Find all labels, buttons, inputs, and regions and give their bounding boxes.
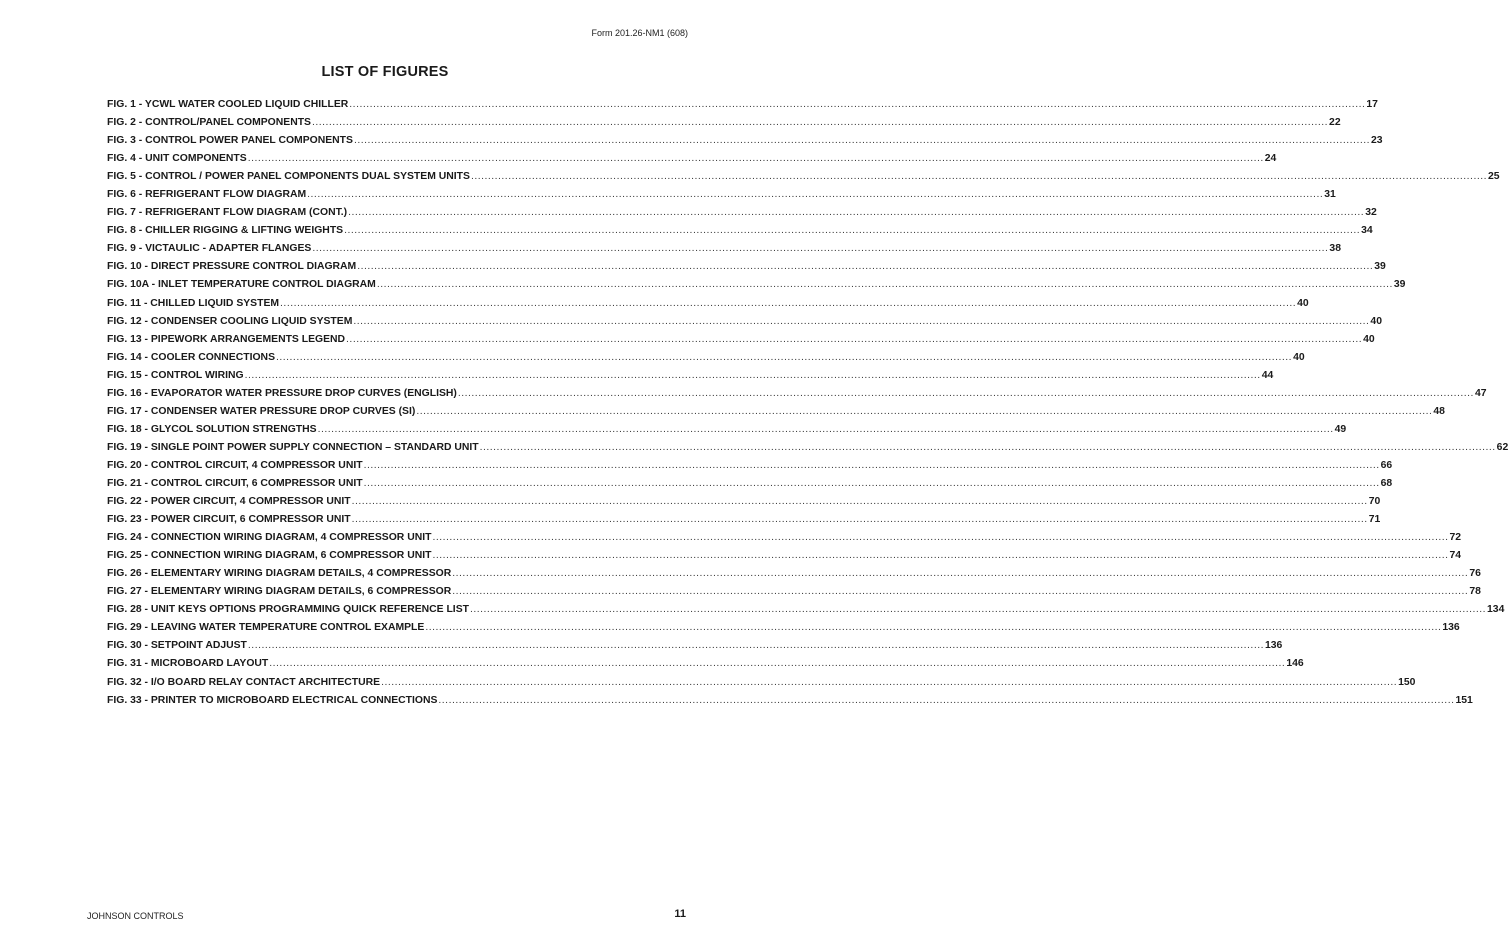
figure-page-number: 25 xyxy=(1488,171,1500,183)
figure-label: FIG. 33 - PRINTER TO MICROBOARD ELECTRICAL CONNECTIONS xyxy=(107,694,438,706)
figure-label: FIG. 26 - ELEMENTARY WIRING DIAGRAM DETAILS, 4 COMPRESSOR xyxy=(107,568,452,580)
figure-page-number: 78 xyxy=(1469,586,1481,598)
figure-entry[interactable] xyxy=(107,204,1377,222)
figure-page-number: 66 xyxy=(1380,459,1393,471)
figure-entry[interactable] xyxy=(107,655,1304,673)
figure-page-number: 72 xyxy=(1449,532,1462,544)
figure-entry[interactable] xyxy=(107,132,1383,150)
dot-leader: ............................................................................................................................................................................................................................................................................................................ xyxy=(381,676,1398,688)
figure-entry[interactable] xyxy=(107,692,1473,710)
figure-entry[interactable] xyxy=(107,258,1386,276)
figure-entry[interactable] xyxy=(107,186,1336,204)
dot-leader: ............................................................................................................................................................................................................................................................................................................ xyxy=(317,423,1334,435)
figure-entry[interactable] xyxy=(107,674,1416,692)
dot-leader: ............................................................................................................................................................................................................................................................................................................ xyxy=(307,189,1324,201)
figure-page-number: 62 xyxy=(1496,441,1508,453)
figure-label: FIG. 24 - CONNECTION WIRING DIAGRAM, 4 COMPRESSOR UNIT xyxy=(107,532,432,544)
dot-leader: ............................................................................................................................................................................................................................................................................................................ xyxy=(457,387,1474,399)
figure-entry[interactable] xyxy=(107,565,1481,583)
figure-entry[interactable] xyxy=(107,493,1381,511)
figure-label: FIG. 18 - GLYCOL SOLUTION STRENGTHS xyxy=(107,423,317,435)
dot-leader: ............................................................................................................................................................................................................................................................................................................ xyxy=(470,171,1487,183)
figure-entry[interactable] xyxy=(107,150,1277,168)
figure-label: FIG. 10 - DIRECT PRESSURE CONTROL DIAGRAM xyxy=(107,261,357,273)
figure-label: FIG. 12 - CONDENSER COOLING LIQUID SYSTEM xyxy=(107,315,353,327)
figure-page-number: 23 xyxy=(1371,135,1383,147)
figure-page-number: 22 xyxy=(1329,117,1341,129)
figure-page-number: 70 xyxy=(1368,496,1381,508)
figure-page-number: 39 xyxy=(1393,279,1406,291)
dot-leader: ............................................................................................................................................................................................................................................................................................................ xyxy=(376,279,1393,291)
figure-label: FIG. 20 - CONTROL CIRCUIT, 4 COMPRESSOR UNIT xyxy=(107,459,363,471)
figure-page-number: 151 xyxy=(1455,694,1473,706)
figure-label: FIG. 8 - CHILLER RIGGING & LIFTING WEIGHTS xyxy=(107,225,344,237)
figure-entry[interactable] xyxy=(107,421,1347,439)
figure-page-number: 47 xyxy=(1474,387,1487,399)
figure-page-number: 24 xyxy=(1264,153,1277,165)
dot-leader: ............................................................................................................................................................................................................................................................................................................ xyxy=(351,514,1368,526)
figure-page-number: 76 xyxy=(1469,568,1481,580)
figure-page-number: 17 xyxy=(1366,99,1378,110)
dot-leader: ............................................................................................................................................................................................................................................................................................................ xyxy=(244,369,1261,381)
dot-leader: ............................................................................................................................................................................................................................................................................................................ xyxy=(344,225,1361,237)
figure-entry[interactable] xyxy=(107,349,1305,367)
figure-label: FIG. 5 - CONTROL / POWER PANEL COMPONENTS DUAL SYSTEM UNITS xyxy=(107,171,470,183)
dot-leader: ............................................................................................................................................................................................................................................................................................................ xyxy=(269,658,1286,670)
dot-leader: ............................................................................................................................................................................................................................................................................................................ xyxy=(432,550,1449,562)
dot-leader: ............................................................................................................................................................................................................................................................................................................ xyxy=(363,459,1380,471)
figure-label: FIG. 31 - MICROBOARD LAYOUT xyxy=(107,658,269,670)
figure-entry[interactable] xyxy=(107,295,1309,313)
figure-label: FIG. 28 - UNIT KEYS OPTIONS PROGRAMMING QUICK REFERENCE LIST xyxy=(107,604,469,616)
figure-label: FIG. 16 - EVAPORATOR WATER PRESSURE DROP CURVES (ENGLISH) xyxy=(107,387,457,399)
figure-page-number: 39 xyxy=(1374,261,1386,273)
figure-label: FIG. 22 - POWER CIRCUIT, 4 COMPRESSOR UNIT xyxy=(107,496,351,508)
figure-entry[interactable] xyxy=(107,529,1462,547)
dot-leader: ............................................................................................................................................................................................................................................................................................................ xyxy=(357,261,1374,273)
figure-entry[interactable] xyxy=(107,96,1378,114)
figure-page-number: 40 xyxy=(1363,333,1375,345)
dot-leader: ............................................................................................................................................................................................................................................................................................................ xyxy=(346,333,1363,345)
figure-entry[interactable] xyxy=(107,331,1375,349)
figure-label: FIG. 4 - UNIT COMPONENTS xyxy=(107,153,247,165)
figure-entry[interactable] xyxy=(107,619,1460,637)
figure-entry[interactable] xyxy=(107,114,1341,132)
figure-page-number: 68 xyxy=(1380,477,1393,489)
figure-label: FIG. 15 - CONTROL WIRING xyxy=(107,369,244,381)
dot-leader: ............................................................................................................................................................................................................................................................................................................ xyxy=(363,477,1380,489)
dot-leader: ............................................................................................................................................................................................................................................................................................................ xyxy=(469,604,1487,616)
figure-page-number: 146 xyxy=(1286,658,1304,670)
figure-entry[interactable] xyxy=(107,601,1505,619)
figure-entry[interactable] xyxy=(107,313,1382,331)
figure-label: FIG. 11 - CHILLED LIQUID SYSTEM xyxy=(107,297,280,309)
figure-page-number: 136 xyxy=(1442,622,1460,634)
dot-leader: ............................................................................................................................................................................................................................................................................................................ xyxy=(425,622,1442,634)
figure-label: FIG. 2 - CONTROL/PANEL COMPONENTS xyxy=(107,117,311,129)
form-id: Form 201.26-NM1 (608) xyxy=(591,28,688,38)
figure-entry[interactable] xyxy=(107,637,1283,655)
figure-entry[interactable] xyxy=(107,457,1393,475)
dot-leader: ............................................................................................................................................................................................................................................................................................................ xyxy=(353,135,1370,147)
dot-leader: ............................................................................................................................................................................................................................................................................................................ xyxy=(479,441,1496,453)
figure-label: FIG. 29 - LEAVING WATER TEMPERATURE CONTROL EXAMPLE xyxy=(107,622,425,634)
dot-leader: ............................................................................................................................................................................................................................................................................................................ xyxy=(311,117,1329,129)
dot-leader: ............................................................................................................................................................................................................................................................................................................ xyxy=(353,315,1370,327)
figure-page-number: 32 xyxy=(1365,207,1377,219)
figure-label: FIG. 23 - POWER CIRCUIT, 6 COMPRESSOR UNIT xyxy=(107,514,351,526)
figure-entry[interactable] xyxy=(107,475,1393,493)
figure-page-number: 40 xyxy=(1370,315,1382,327)
figure-page-number: 136 xyxy=(1264,640,1283,652)
figure-page-number: 40 xyxy=(1293,351,1305,363)
figure-label: FIG. 17 - CONDENSER WATER PRESSURE DROP CURVES (SI) xyxy=(107,405,416,417)
figure-label: FIG. 25 - CONNECTION WIRING DIAGRAM, 6 COMPRESSOR UNIT xyxy=(107,550,432,562)
page-title: LIST OF FIGURES xyxy=(321,64,449,80)
figure-label: FIG. 7 - REFRIGERANT FLOW DIAGRAM (CONT.) xyxy=(107,207,348,219)
dot-leader: ............................................................................................................................................................................................................................................................................................................ xyxy=(349,99,1366,110)
figure-page-number: 71 xyxy=(1368,514,1381,526)
figure-entry[interactable] xyxy=(107,547,1462,565)
figure-entry[interactable] xyxy=(107,240,1341,258)
dot-leader: ............................................................................................................................................................................................................................................................................................................ xyxy=(276,351,1293,363)
figure-entry[interactable] xyxy=(107,511,1381,529)
figure-entry[interactable] xyxy=(107,222,1373,240)
figure-label: FIG. 13 - PIPEWORK ARRANGEMENTS LEGEND xyxy=(107,333,346,345)
dot-leader: ............................................................................................................................................................................................................................................................................................................ xyxy=(247,153,1264,165)
figure-page-number: 38 xyxy=(1329,243,1341,255)
figure-entry[interactable] xyxy=(107,276,1406,294)
figure-label: FIG. 1 - YCWL WATER COOLED LIQUID CHILLER xyxy=(107,99,349,110)
dot-leader: ............................................................................................................................................................................................................................................................................................................ xyxy=(348,207,1365,219)
figure-entry[interactable] xyxy=(107,403,1445,421)
dot-leader: ............................................................................................................................................................................................................................................................................................................ xyxy=(247,640,1264,652)
figure-page-number: 74 xyxy=(1449,550,1462,562)
dot-leader: ............................................................................................................................................................................................................................................................................................................ xyxy=(416,405,1433,417)
figure-entry[interactable] xyxy=(107,168,1500,186)
figure-page-number: 44 xyxy=(1261,369,1274,381)
dot-leader: ............................................................................................................................................................................................................................................................................................................ xyxy=(438,694,1455,706)
figure-page-number: 134 xyxy=(1487,604,1505,616)
figure-label: FIG. 30 - SETPOINT ADJUST xyxy=(107,640,247,652)
dot-leader: ............................................................................................................................................................................................................................................................................................................ xyxy=(312,243,1329,255)
figure-page-number: 34 xyxy=(1361,225,1373,237)
figure-label: FIG. 21 - CONTROL CIRCUIT, 6 COMPRESSOR UNIT xyxy=(107,477,363,489)
dot-leader: ............................................................................................................................................................................................................................................................................................................ xyxy=(452,586,1469,598)
figure-label: FIG. 6 - REFRIGERANT FLOW DIAGRAM xyxy=(107,189,307,201)
figure-label: FIG. 9 - VICTAULIC - ADAPTER FLANGES xyxy=(107,243,312,255)
figure-label: FIG. 3 - CONTROL POWER PANEL COMPONENTS xyxy=(107,135,353,147)
figure-page-number: 49 xyxy=(1334,423,1347,435)
footer-page-number: 11 xyxy=(674,908,686,920)
figure-page-number: 48 xyxy=(1433,405,1445,417)
dot-leader: ............................................................................................................................................................................................................................................................................................................ xyxy=(280,297,1297,309)
dot-leader: ............................................................................................................................................................................................................................................................................................................ xyxy=(351,496,1368,508)
figure-entry[interactable] xyxy=(107,385,1487,403)
figure-page-number: 31 xyxy=(1324,189,1336,201)
footer-company: JOHNSON CONTROLS xyxy=(87,911,184,921)
figure-label: FIG. 19 - SINGLE POINT POWER SUPPLY CONNECTION – STANDARD UNIT xyxy=(107,441,479,453)
figure-entry[interactable] xyxy=(107,439,1508,457)
dot-leader: ............................................................................................................................................................................................................................................................................................................ xyxy=(452,568,1469,580)
dot-leader: ............................................................................................................................................................................................................................................................................................................ xyxy=(432,532,1449,544)
figure-entry[interactable] xyxy=(107,583,1481,601)
figure-page-number: 40 xyxy=(1297,297,1309,309)
figure-page-number: 150 xyxy=(1398,676,1416,688)
figure-label: FIG. 27 - ELEMENTARY WIRING DIAGRAM DETAILS, 6 COMPRESSOR xyxy=(107,586,452,598)
figure-label: FIG. 10A - INLET TEMPERATURE CONTROL DIAGRAM xyxy=(107,279,376,291)
figure-entry[interactable] xyxy=(107,367,1274,385)
list-of-figures xyxy=(107,96,1508,710)
figure-label: FIG. 32 - I/O BOARD RELAY CONTACT ARCHITECTURE xyxy=(107,676,381,688)
figure-label: FIG. 14 - COOLER CONNECTIONS xyxy=(107,351,275,363)
